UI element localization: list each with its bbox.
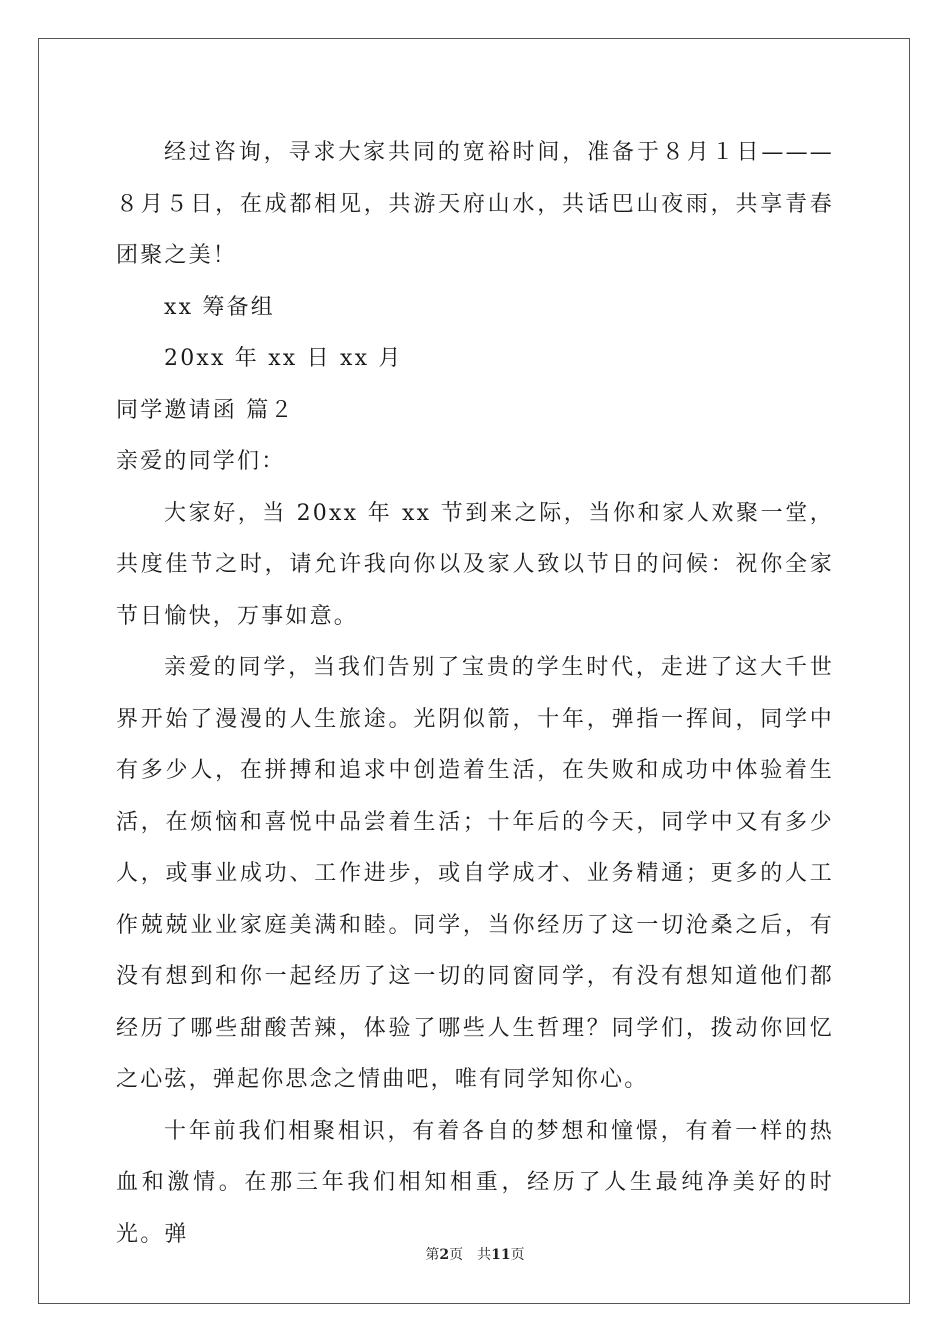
paragraph-travel-plan: 经过咨询，寻求大家共同的宽裕时间，准备于８月１日———８月５日，在成都相见，共游天府山水，共话巴山夜雨，共享青春团聚之美！	[116, 140, 834, 268]
section-heading: 同学邀请函 篇２	[116, 397, 295, 423]
footer-page-suffix: 页	[449, 1247, 464, 1263]
footer-page-prefix: 第	[425, 1247, 440, 1263]
footer-total-suffix: 页	[510, 1247, 525, 1263]
footer-total-prefix: 共	[477, 1247, 492, 1263]
salutation: 亲爱的同学们：	[116, 449, 286, 474]
paragraph-reflection: 亲爱的同学，当我们告别了宝贵的学生时代，走进了这大千世界开始了漫漫的人生旅途。光阴似箭，十年，弹指一挥间，同学中有多少人，在拼搏和追求中创造着生活，在失败和成功中体验着生活，在烦恼和喜悦中品尝着生活；十年后的今天，同学中又有多少人，或事业成功、工作进步，或自学成才、业务精通；更多的人工作兢兢业业家庭美满和睦。同学，当你经历了这一切沧桑之后，有没有想到和你一起经历了这一切的同窗同学，有没有想知道他们都经历了哪些甜酸苦辣，体验了哪些人生哲理？同学们，拨动你回忆之心弦，弹起你思念之情曲吧，唯有同学知你心。	[116, 655, 834, 1092]
paragraph-greeting: 大家好，当 20xx 年 xx 节到来之际，当你和家人欢聚一堂，共度佳节之时，请允许我向你以及家人致以节日的问候：祝你全家节日愉快，万事如意。	[116, 500, 834, 629]
footer-total-number: 11	[491, 1247, 511, 1263]
paragraph-date: 20xx 年 xx 日 xx 月	[164, 346, 403, 371]
document-body	[116, 127, 834, 1260]
paragraph-memories: 十年前我们相聚相识，有着各自的梦想和憧憬，有着一样的热血和激情。在那三年我们相知相重，经历了人生最纯净美好的时光。弹	[116, 1118, 834, 1247]
paragraph-organizer: xx 筹备组	[164, 294, 276, 320]
footer-page-number: 2	[439, 1247, 450, 1263]
page-footer	[0, 1244, 950, 1264]
